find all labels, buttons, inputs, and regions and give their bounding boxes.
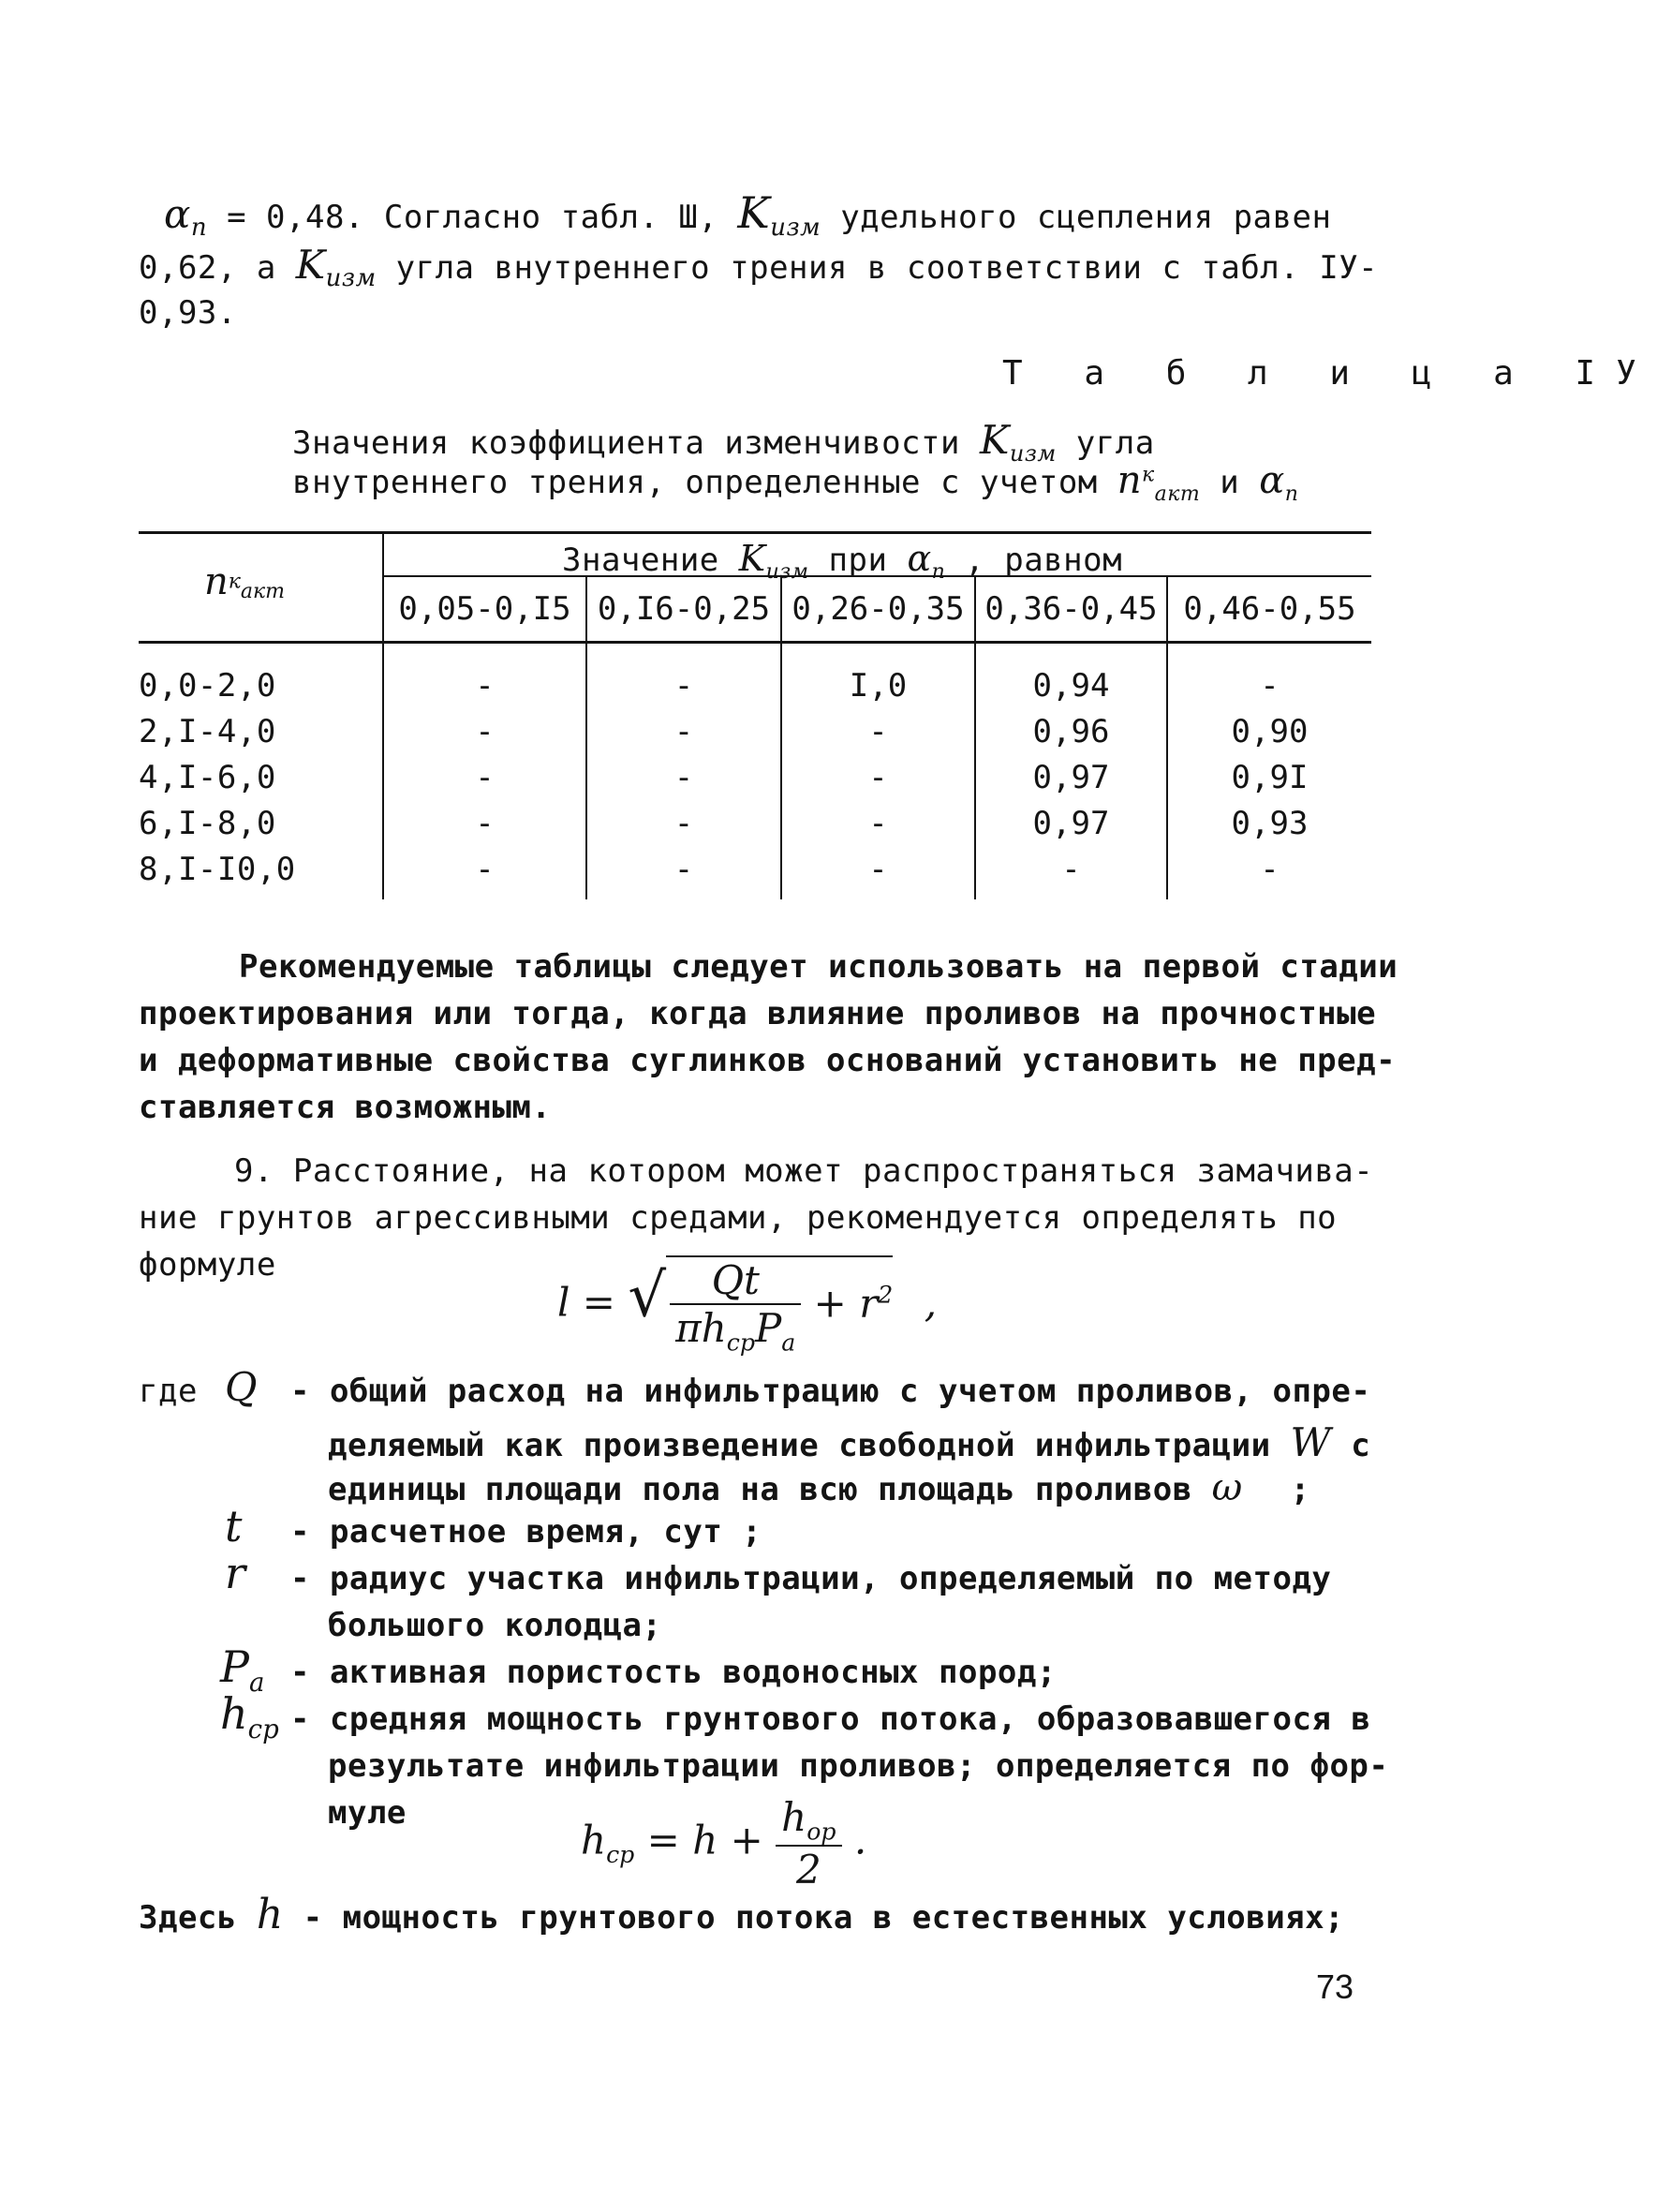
table-cell: - [868,759,888,796]
table-cell: - [673,667,694,705]
intro-line-1: $\alpha_п = 0,48$. Согласно табл. Ш, $K_{изм}$ удельного сцепления равен [164,187,1332,242]
table-cell: - [868,851,888,888]
table-cell: - [475,667,495,705]
column-header: 0,36-0,45 [984,590,1158,628]
paragraph-line: ставляется возможным. [139,1089,552,1126]
table-row-label: 6,I-8,0 [139,805,276,842]
k-symbol: K [737,187,771,238]
where-label: где [139,1373,198,1410]
table-cell: - [1061,851,1081,888]
table-cell: 0,90 [1231,713,1309,750]
definition-line: - активная пористость водоносных пород; [290,1654,1057,1691]
table-cell: - [673,713,694,750]
table-cell: - [1260,851,1280,888]
page-number: 73 [1316,1967,1354,2006]
def-symbol-hcp: $h_{cp}$ [220,1688,279,1745]
table-cell: 0,97 [1032,759,1110,796]
alpha-symbol: α [164,191,191,237]
table-cell: - [868,805,888,842]
def-symbol-pa: $P_a$ [220,1641,265,1699]
intro-line-2: 0,62, а $K_{изм}$ угла внутреннего трения в соответствии с табл. IУ- [139,242,1379,292]
table-cell: 0,9I [1231,759,1309,796]
def-symbol-r: r [225,1548,245,1598]
definition-line: - расчетное время, сут ; [290,1513,762,1551]
group-header: Значение $K_{изм}$ при $\alpha_п$ , равном [562,538,1123,584]
table-cell: I,0 [849,667,908,705]
table-cell: - [673,759,694,796]
table-row-label: 0,0-2,0 [139,667,276,705]
table-top-rule [139,531,1371,534]
table-cell: - [673,805,694,842]
formula-mean-thickness: $h_{cp} = h$ + $\frac{h_{op}}{2}$ . [581,1794,867,1893]
column-header: 0,46-0,55 [1183,590,1356,628]
table-cell: - [475,805,495,842]
sqrt-sign: √ [628,1261,667,1331]
table-cell: 0,97 [1032,805,1110,842]
definition-line: - общий расход на инфильтрацию с учетом проливов, опре- [290,1373,1371,1410]
def-symbol-q: Q [225,1364,258,1410]
def-symbol-t: t [225,1501,243,1551]
paragraph-line: Рекомендуемые таблицы следует использовать на первой стадии [239,948,1398,986]
table-cell: - [475,759,495,796]
paragraph-line: 9. Расстояние, на котором может распространяться замачива- [234,1152,1374,1190]
table-cell: 0,96 [1032,713,1110,750]
table-cell: 0,94 [1032,667,1110,705]
table-cell: 0,93 [1231,805,1309,842]
table-cell: - [673,851,694,888]
column-header: 0,05-0,I5 [398,590,571,628]
paragraph-line: ние грунтов агрессивными средами, рекомендуется определять по [139,1199,1338,1237]
definition-line: - радиус участка инфильтрации, определяемый по методу [290,1560,1332,1597]
definition-line: - средняя мощность грунтового потока, образовавшегося в [290,1700,1371,1738]
table-row-label: 2,I-4,0 [139,713,276,750]
definition-line: единицы площади пола на всю площадь проливов ω ; [328,1466,1310,1509]
last-line: Здесь h - мощность грунтового потока в естественных условиях; [139,1891,1345,1938]
intro-line-3: 0,93. [139,294,237,332]
table-row-label: 4,I-6,0 [139,759,276,796]
table-row-label: 8,I-I0,0 [139,851,296,888]
paragraph-line: формуле [139,1246,276,1284]
table-header-rule [139,641,1371,644]
paragraph-line: и деформативные свойства суглинков оснований установить не пред- [139,1042,1397,1079]
table-cell: - [475,851,495,888]
table-label: Т а б л и ц а IУ [1002,354,1657,393]
definition-line: муле [328,1794,407,1832]
table-cell: - [1260,667,1280,705]
column-header: 0,I6-0,25 [597,590,771,628]
column-header: 0,26-0,35 [792,590,965,628]
formula-distance: l = √ $\frac{Qt}{\pi h_{cp}P_a}$ + $r^2$ , [557,1257,938,1357]
definition-line: большого колодца; [328,1607,662,1644]
table-cell: - [475,713,495,750]
definition-line: деляемый как произведение свободной инфильтрации W с [328,1419,1371,1465]
table-cell: - [868,713,888,750]
row-header: nкакт [204,560,286,604]
table-title-line-1: Значения коэффициента изменчивости $K_{изм}$ угла [292,417,1155,467]
definition-line: результате инфильтрации проливов; определяется по фор- [328,1747,1389,1785]
paragraph-line: проектирования или тогда, когда влияние проливов на прочностные [139,995,1377,1032]
table-title-line-2: внутреннего трения, определенные с учетом $n^к_{акт}$ и $\alpha_п$ [292,459,1299,506]
